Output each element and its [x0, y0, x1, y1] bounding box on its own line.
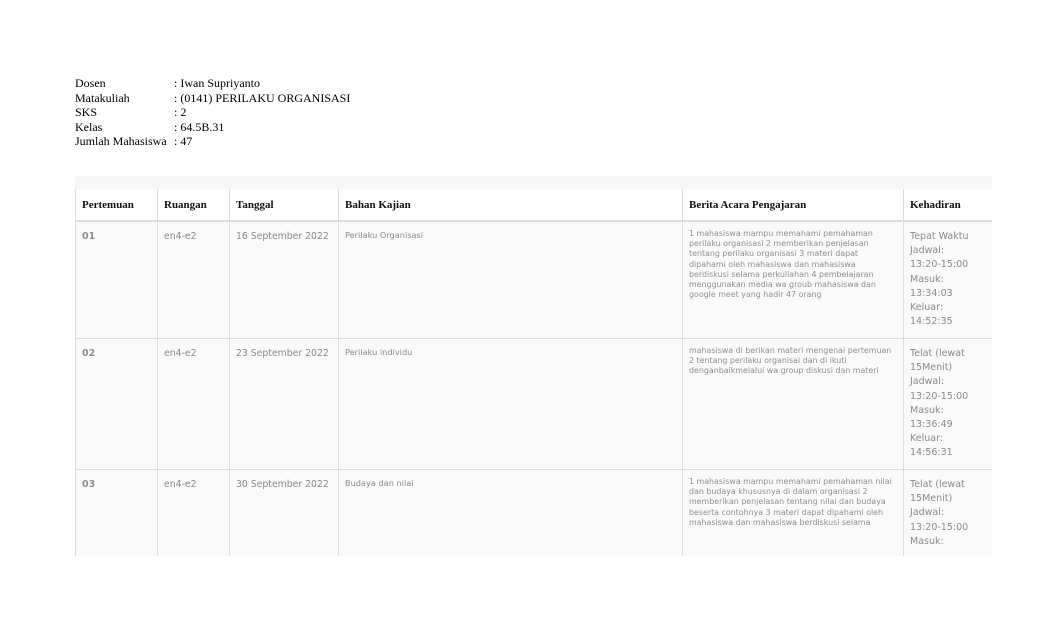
cell-tanggal: 23 September 2022 — [230, 339, 339, 470]
cell-pertemuan: 02 — [76, 339, 158, 470]
cell-ruangan: en4-e2 — [158, 221, 230, 339]
kehadiran-masuk-label: Masuk: — [910, 404, 944, 416]
course-info — [75, 76, 350, 149]
kehadiran-jadwal-label: Jadwal: — [910, 245, 945, 257]
header-tanggal: Tanggal — [230, 189, 339, 221]
cell-kehadiran — [904, 470, 993, 557]
kehadiran-status-detail: 15Menit) — [910, 493, 953, 505]
dosen-label: Dosen — [75, 76, 106, 90]
dosen-row — [75, 76, 350, 91]
kehadiran-status: Telat (lewat — [910, 479, 965, 490]
sks-row — [75, 105, 350, 120]
header-ruangan: Ruangan — [158, 189, 230, 221]
cell-ruangan: en4-e2 — [158, 470, 230, 557]
dosen-value: : Iwan Supriyanto — [174, 76, 260, 90]
cell-tanggal: 16 September 2022 — [230, 221, 339, 339]
table-top-bar — [75, 176, 992, 189]
sks-value: : 2 — [174, 105, 187, 119]
table-row — [76, 339, 993, 470]
table-row — [76, 221, 993, 339]
kehadiran-status: Tepat Waktu — [910, 231, 969, 242]
header-berita-acara: Berita Acara Pengajaran — [683, 189, 904, 221]
kehadiran-keluar-value: 14:56:31 — [910, 447, 953, 459]
kehadiran-masuk-value: 13:34:03 — [910, 287, 953, 299]
jumlah-label: Jumlah Mahasiswa — [75, 134, 167, 148]
cell-bahan-kajian: Perilaku individu — [339, 339, 683, 470]
cell-berita-acara: 1 mahasiswa mampu memahami pemahaman perilaku organisasi 2 memberikan penjelasan tentang perilaku organisasi 3 materi dapat dipahami oleh mahasiswa dan mahasiswa berdiskusi selama perkuliahan 4 pembelajaran menggunakan media wa groub mahasiswa dan google meet yang hadir 47 orang — [683, 221, 904, 339]
cell-bahan-kajian: Budaya dan nilai — [339, 470, 683, 557]
kehadiran-keluar-label: Keluar: — [910, 302, 944, 314]
cell-berita-acara: 1 mahasiswa mampu memahami pemahaman nilai dan budaya khususnya di dalam organisasi 2 memberikan penjelasan tentang nilai dan budaya beserta contohnya 3 materi dapat dipahami oleh mahasiswa dan mahasiswa berdiskusi selama — [683, 470, 904, 557]
kehadiran-jadwal-value: 13:20-15:00 — [910, 390, 969, 402]
kehadiran-status-detail: 15Menit) — [910, 362, 953, 374]
jumlah-value: : 47 — [174, 134, 193, 148]
matakuliah-row — [75, 91, 350, 106]
cell-pertemuan: 01 — [76, 221, 158, 339]
table-row — [76, 470, 993, 557]
attendance-table — [75, 189, 992, 556]
header-kehadiran: Kehadiran — [904, 189, 993, 221]
header-pertemuan: Pertemuan — [76, 189, 158, 221]
cell-berita-acara: mahasiswa di berikan materi mengenai pertemuan 2 tentang perilaku organisai dan di ikuti denganbaikmelalui wa group diskusi dan materi — [683, 339, 904, 470]
kehadiran-jadwal-value: 13:20-15:00 — [910, 259, 969, 271]
kehadiran-masuk-label: Masuk: — [910, 273, 944, 285]
cell-kehadiran — [904, 339, 993, 470]
cell-bahan-kajian: Perilaku Organisasi — [339, 221, 683, 339]
attendance-table-container — [75, 176, 992, 556]
header-bahan-kajian: Bahan Kajian — [339, 189, 683, 221]
kehadiran-jadwal-value: 13:20-15:00 — [910, 521, 969, 533]
kehadiran-masuk-label: Masuk: — [910, 535, 944, 547]
jumlah-row — [75, 134, 350, 149]
sks-label: SKS — [75, 105, 98, 119]
kehadiran-keluar-value: 14:52:35 — [910, 316, 953, 328]
matakuliah-value: : (0141) PERILAKU ORGANISASI — [174, 90, 351, 105]
table-header-row — [76, 189, 993, 221]
kehadiran-status: Telat (lewat — [910, 348, 965, 359]
kehadiran-masuk-value: 13:36:49 — [910, 419, 953, 431]
cell-pertemuan: 03 — [76, 470, 158, 557]
kelas-value: : 64.5B.31 — [174, 119, 225, 134]
cell-kehadiran — [904, 221, 993, 339]
kelas-label: Kelas — [75, 119, 103, 134]
kehadiran-jadwal-label: Jadwal: — [910, 507, 945, 519]
cell-ruangan: en4-e2 — [158, 339, 230, 470]
kehadiran-keluar-label: Keluar: — [910, 433, 944, 445]
matakuliah-label: Matakuliah — [75, 90, 130, 105]
kelas-row — [75, 120, 350, 135]
kehadiran-jadwal-label: Jadwal: — [910, 376, 945, 388]
cell-tanggal: 30 September 2022 — [230, 470, 339, 557]
